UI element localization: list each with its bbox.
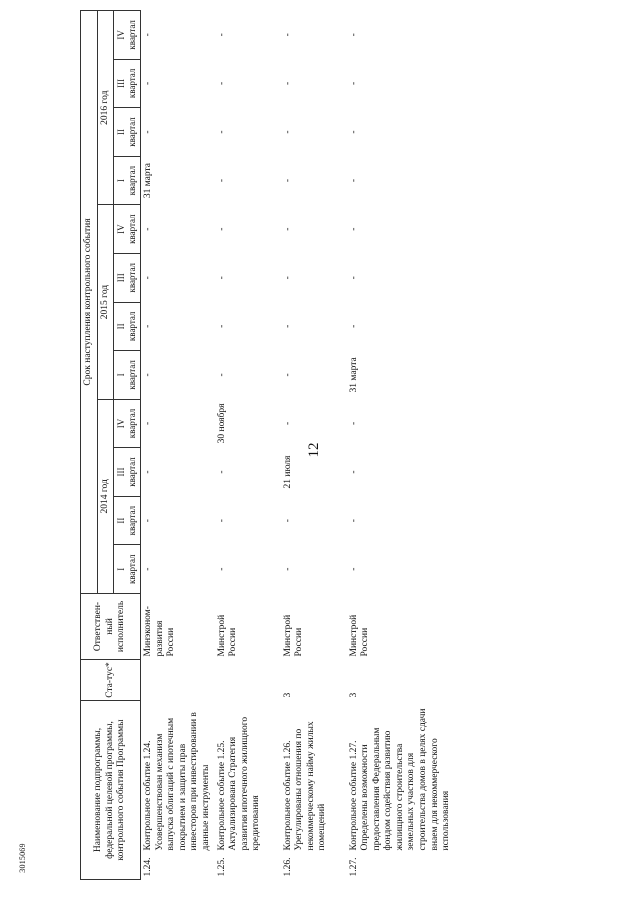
header-year-2015: 2015 год — [97, 205, 114, 399]
quarter-cell: - — [216, 324, 227, 328]
quarter-numeral: II — [116, 129, 127, 135]
quarter-numeral: IV — [116, 224, 127, 234]
quarter-word: квартал — [127, 165, 138, 196]
event-status — [215, 659, 281, 700]
header-responsible: Ответствен-ный исполнитель — [81, 593, 141, 659]
row-number: 1.27. — [348, 857, 359, 877]
quarter-cell: - — [216, 81, 227, 85]
responsible-executor: Минстрой России — [348, 614, 371, 657]
quarter-header — [114, 11, 141, 60]
event-status: 3 — [282, 692, 293, 698]
quarter-word: квартал — [127, 457, 138, 487]
event-name: Контрольное событие 1.27. Определены возможности предоставления Федеральным фондом содействия развитию жилищного строительства земельных участков для строительства домов в целях сдачи внаем для некоммерческого использования — [348, 708, 452, 851]
quarter-word: квартал — [127, 68, 138, 99]
quarter-cell: - — [143, 519, 154, 523]
quarter-numeral: IV — [116, 418, 127, 429]
header-status: Ста-тус* — [81, 659, 141, 700]
quarter-cell: - — [143, 33, 154, 37]
event-name: Контрольное событие 1.24. Усовершенствован механизм выпуска облигаций с ипотечным покрытием и защиты прав инвесторов при инвестировании в данные инструменты — [143, 712, 211, 851]
quarter-word: квартал — [127, 262, 138, 293]
quarter-cell: - — [282, 324, 293, 328]
event-name: Контрольное событие 1.25. Актуализирована Стратегия развития ипотечного жилищного кредитования — [216, 716, 262, 851]
quarter-cell: - — [282, 178, 293, 183]
quarter-header — [114, 156, 141, 205]
quarter-cell: - — [216, 276, 227, 280]
quarter-cell: - — [143, 373, 154, 377]
quarter-cell: - — [216, 470, 227, 474]
quarter-word: квартал — [127, 505, 138, 536]
quarter-cell: - — [143, 130, 154, 134]
quarter-word: квартал — [127, 117, 138, 147]
table-row — [141, 11, 215, 880]
quarter-cell: - — [348, 324, 359, 328]
quarter-header — [114, 545, 141, 594]
quarter-header — [114, 351, 141, 400]
quarter-numeral: III — [116, 467, 127, 477]
quarter-word: квартал — [127, 311, 138, 342]
quarter-numeral: I — [116, 179, 127, 183]
quarter-cell: - — [143, 470, 154, 474]
quarter-numeral: I — [116, 567, 127, 571]
quarter-header — [114, 205, 141, 254]
quarter-cell: - — [282, 373, 293, 377]
quarter-cell: - — [216, 373, 227, 377]
table-body — [141, 11, 455, 880]
quarter-header — [114, 108, 141, 157]
responsible-executor: Минстрой России — [282, 614, 305, 657]
quarter-numeral: II — [116, 517, 127, 524]
row-number: 1.24. — [143, 857, 154, 877]
quarter-cell: - — [348, 130, 359, 134]
quarter-cell: - — [348, 567, 359, 571]
table-row — [281, 11, 347, 880]
quarter-numeral: III — [116, 273, 127, 283]
quarter-cell: - — [348, 33, 359, 37]
header-year-2016: 2016 год — [97, 11, 114, 205]
page-number: 12 — [306, 442, 322, 458]
quarter-cell: 31 марта — [348, 357, 359, 393]
quarter-cell: - — [282, 519, 293, 523]
event-status: 3 — [348, 692, 359, 698]
quarter-header — [114, 496, 141, 545]
quarter-word: квартал — [127, 554, 138, 584]
quarter-cell: - — [216, 178, 227, 183]
quarter-cell: - — [282, 130, 293, 134]
responsible-executor: Минэконом-развития России — [143, 606, 177, 657]
quarter-cell: - — [282, 33, 293, 37]
quarter-cell: - — [216, 227, 227, 231]
quarter-cell: - — [143, 324, 154, 328]
quarter-cell: - — [216, 33, 227, 37]
quarter-cell: 30 ноября — [216, 403, 227, 444]
event-status — [141, 659, 215, 700]
quarter-cell: - — [282, 567, 293, 571]
quarter-cell: - — [216, 130, 227, 134]
quarter-cell: - — [216, 519, 227, 523]
quarter-cell: - — [348, 178, 359, 183]
quarter-cell: 21 июля — [282, 455, 293, 489]
quarter-word: квартал — [127, 408, 138, 439]
quarter-cell: - — [348, 519, 359, 523]
quarter-header — [114, 253, 141, 302]
quarter-numeral: II — [116, 323, 127, 330]
quarter-cell: - — [143, 276, 154, 280]
rotated-table-container — [80, 10, 635, 880]
quarter-cell: - — [216, 567, 227, 571]
quarter-cell: - — [143, 227, 154, 231]
quarter-cell: - — [348, 227, 359, 231]
quarter-numeral: IV — [116, 30, 127, 40]
quarter-cell: 31 марта — [143, 163, 154, 199]
row-number: 1.26. — [282, 857, 293, 877]
event-name: Контрольное событие 1.26. Урегулированы отношения по некоммерческому найму жилых помещений — [282, 721, 328, 851]
quarter-numeral: III — [116, 78, 127, 88]
control-events-table — [80, 10, 455, 880]
quarter-word: квартал — [127, 360, 138, 390]
quarter-header — [114, 448, 141, 497]
header-name: Наименование подпрограммы, федеральной целевой программы, контрольного события Программы — [81, 700, 141, 879]
quarter-cell: - — [348, 470, 359, 474]
quarter-cell: - — [282, 276, 293, 280]
responsible-executor: Минстрой России — [216, 614, 239, 657]
quarter-cell: - — [282, 421, 293, 426]
table-row — [215, 11, 281, 880]
quarter-cell: - — [143, 567, 154, 571]
quarter-cell: - — [282, 227, 293, 231]
quarter-cell: - — [348, 276, 359, 280]
header-deadline: Срок наступления контрольного события — [81, 11, 98, 594]
quarter-cell: - — [348, 421, 359, 426]
quarter-cell: - — [143, 421, 154, 426]
quarter-word: квартал — [127, 20, 138, 50]
table-row — [347, 11, 455, 880]
quarter-header — [114, 399, 141, 448]
header-year-2014: 2014 год — [97, 399, 114, 593]
quarter-cell: - — [348, 81, 359, 85]
quarter-numeral: I — [116, 373, 127, 377]
quarter-cell: - — [282, 81, 293, 85]
row-number: 1.25. — [216, 857, 227, 877]
document-code: 3015069 — [18, 843, 27, 873]
quarter-header — [114, 302, 141, 351]
quarter-header — [114, 59, 141, 108]
quarter-word: квартал — [127, 214, 138, 244]
quarter-cell: - — [143, 81, 154, 85]
